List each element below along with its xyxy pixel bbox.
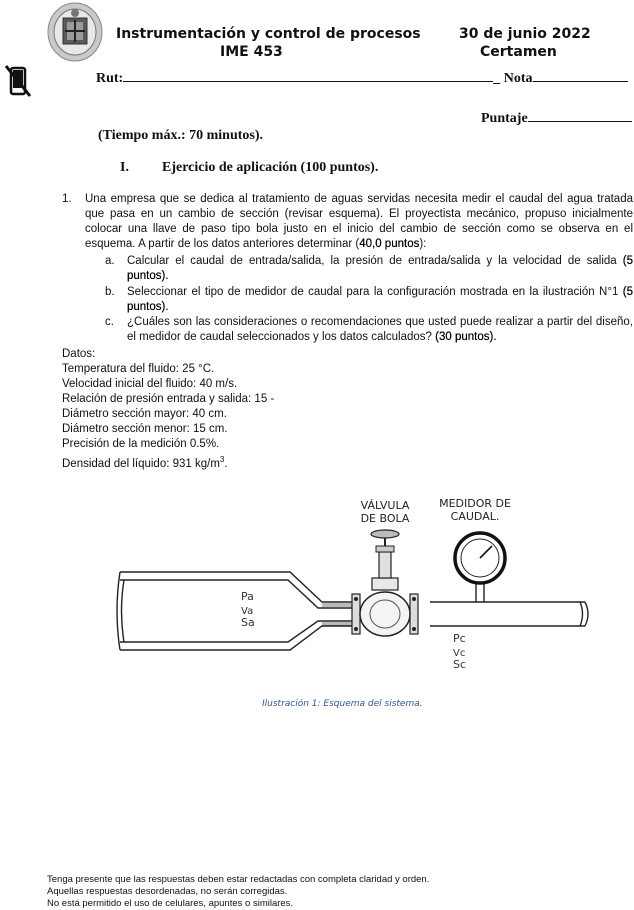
system-diagram — [100, 490, 600, 680]
exercise-intro: Una empresa que se dedica al tratamiento de aguas servidas necesita medir el caudal del agua tratada que pasa en un cambio de sección (revisar esquema). El proyectista mecánico, propuso inicialmente colocar una llave de paso tipo bola justo en el inicio del cambio de sección como se observa en el esquema. A partir de los datos anteriores determinar (40,0 puntos): — [85, 193, 633, 250]
footer-line: Aquellas respuestas desordenadas, no serán corregidas. — [47, 886, 288, 897]
meter-label-1: MEDIDOR DE — [439, 497, 511, 510]
density-line: Densidad del líquido: 931 $kg/m^3$. — [62, 455, 228, 470]
footer-line: No está permitido el uso de celulares, apuntes o similares. — [47, 898, 294, 909]
label-pc: Pc — [453, 632, 466, 645]
label-va: Va — [241, 606, 254, 617]
nota-field[interactable] — [533, 81, 628, 82]
section-title: Ejercicio de aplicación (100 puntos). — [162, 160, 379, 175]
data-line: Temperatura del fluido: 25 °C. — [62, 363, 215, 375]
item-marker-b: b. — [105, 286, 115, 298]
label-pa: Pa — [241, 590, 254, 603]
label-sa: Sa — [241, 616, 255, 629]
data-line: Diámetro sección menor: 15 cm. — [62, 423, 228, 435]
figure-caption: Ilustración 1: Esquema del sistema. — [262, 699, 423, 709]
item-marker-a: a. — [105, 255, 115, 267]
footer-line: Tenga presente que las respuestas deben estar redactadas con completa claridad y orden. — [47, 874, 430, 885]
data-line: Precisión de la medición 0.5%. — [62, 438, 220, 450]
time-limit: (Tiempo máx.: 70 minutos). — [98, 128, 264, 143]
puntaje-row — [481, 111, 632, 127]
rut-label: Rut: — [96, 71, 124, 86]
item-c: ¿Cuáles son las consideraciones o recomendaciones que usted puede realizar a partir del diseño, el medidor de caudal seleccionados y los datos calculados? (30 puntos). — [127, 316, 633, 343]
course-code: IME 453 — [220, 44, 283, 60]
large-pipe-bottom — [120, 626, 355, 650]
course-title: Instrumentación y control de procesos — [116, 26, 421, 42]
puntaje-field[interactable] — [528, 121, 632, 122]
university-logo — [47, 2, 103, 62]
data-line: Diámetro sección mayor: 40 cm. — [62, 408, 227, 420]
section-number: I. — [120, 160, 129, 175]
meter-label-2: CAUDAL. — [450, 510, 500, 523]
item-b: Seleccionar el tipo de medidor de caudal para la configuración mostrada en la ilustración N°1 (5 puntos). — [127, 286, 633, 313]
nota-label: _ Nota — [493, 71, 533, 86]
no-phone-icon — [4, 64, 32, 98]
label-sc: Sc — [453, 658, 467, 671]
valve-label-1: VÁLVULA — [360, 499, 410, 512]
item-a: Calcular el caudal de entrada/salida, la presión de entrada/salida y la velocidad de salida (5 puntos). — [127, 255, 633, 282]
data-line: Velocidad inicial del fluido: 40 m/s. — [62, 378, 238, 390]
large-pipe-top — [120, 572, 355, 602]
valve-label-2: DE BOLA — [360, 512, 410, 525]
item-marker-c: c. — [105, 316, 114, 328]
exam-type: Certamen — [480, 44, 557, 60]
flow-meter-icon — [455, 533, 505, 602]
puntaje-label: Puntaje — [481, 111, 528, 126]
exercise-number: 1. — [62, 193, 72, 205]
label-vc: Vc — [453, 648, 466, 659]
exam-date: 30 de junio 2022 — [459, 26, 591, 42]
data-line: Relación de presión entrada y salida: 15 - — [62, 393, 275, 405]
ball-valve-icon — [352, 530, 418, 636]
rut-field[interactable] — [123, 81, 493, 82]
rut-row — [96, 71, 628, 87]
data-title: Datos: — [62, 348, 96, 360]
